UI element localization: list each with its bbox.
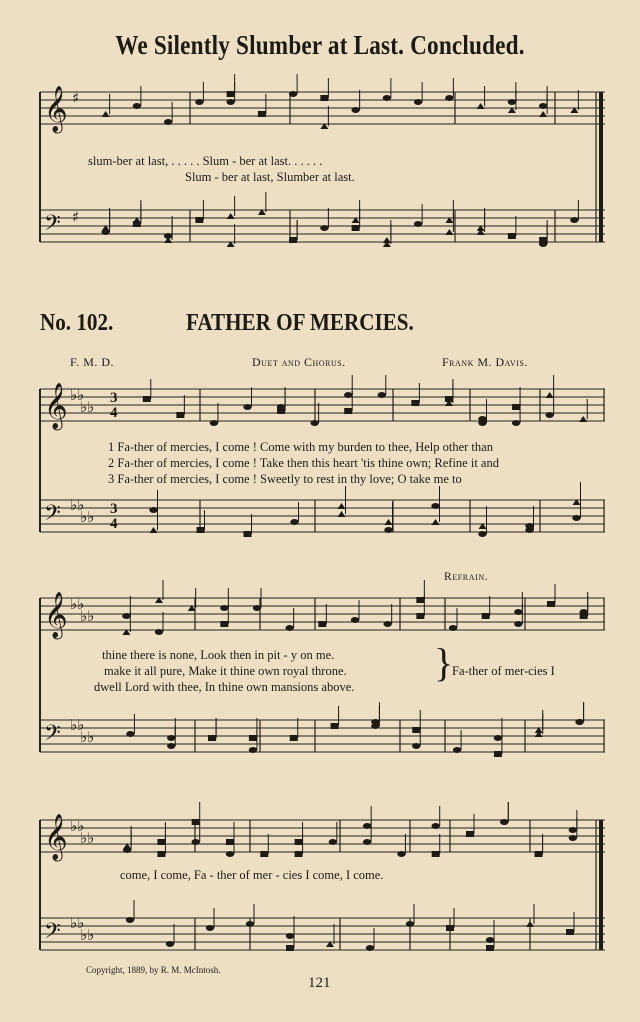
note-4-treble-5-0 <box>295 851 303 857</box>
note-4-bass-3-0 <box>246 921 254 927</box>
verse-3-part-2: dwell Lord with thee, In thine own mansions above. <box>94 680 355 694</box>
note-2-treble-2-0 <box>210 420 218 426</box>
top-lyric-line-1: slum-ber at last, . . . . . Slum - ber at last. . . . . . <box>88 154 323 168</box>
top-lyric-line-2: Slum - ber at last, Slumber at last. <box>185 170 355 184</box>
flats-2d: ♭♭ <box>80 508 95 526</box>
time-sig-treble-top: 3 <box>110 390 118 406</box>
note-top-bass-15-0 <box>570 217 578 223</box>
note-4-treble-10-0 <box>466 831 474 837</box>
flats-2a: ♭♭ <box>70 386 85 404</box>
note-3-treble-7-0 <box>351 617 359 623</box>
note-4-treble-12-1 <box>534 851 542 857</box>
note-2-treble-5-0 <box>310 420 318 426</box>
note-2-treble-8-0 <box>411 400 419 406</box>
note-4-bass-1-0 <box>166 941 174 947</box>
treble-clef-3: 𝄞 <box>44 592 68 638</box>
note-4-treble-9-0 <box>432 851 440 857</box>
note-4-treble-3-0 <box>226 839 234 845</box>
note-2-bass-1-0 <box>197 527 205 533</box>
note-4-bass-4-1 <box>286 933 294 939</box>
note-2-treble-3-0 <box>243 404 251 410</box>
note-3-bass-1-0 <box>167 743 175 749</box>
note-4-treble-6-0 <box>329 839 337 845</box>
note-3-bass-8-0 <box>453 747 461 753</box>
note-4-bass-4-0 <box>286 945 294 951</box>
note-top-bass-14-1 <box>539 237 547 243</box>
note-top-treble-1-0 <box>133 103 141 109</box>
note-3-treble-1-1 <box>155 629 163 635</box>
flats-3c: ♭♭ <box>70 716 85 734</box>
note-3-treble-12-0 <box>514 609 522 615</box>
note-top-treble-14-1 <box>539 111 547 117</box>
note-top-treble-0-0 <box>102 111 110 117</box>
time-sig-bass-top: 3 <box>110 501 118 517</box>
note-3-treble-13-1 <box>547 601 555 607</box>
note-3-treble-3-1 <box>220 621 228 627</box>
note-3-bass-1-1 <box>167 735 175 741</box>
note-2-treble-11-1 <box>512 404 520 410</box>
note-3-treble-9-1 <box>416 597 424 603</box>
note-3-treble-6-0 <box>318 621 326 627</box>
note-3-bass-2-1 <box>208 735 216 741</box>
note-4-treble-2-0 <box>192 839 200 845</box>
note-top-treble-4-0 <box>227 91 235 97</box>
note-3-treble-9-0 <box>416 613 424 619</box>
note-4-treble-5-1 <box>295 839 303 845</box>
note-top-treble-3-0 <box>195 99 203 105</box>
note-3-treble-8-0 <box>383 621 391 627</box>
note-4-treble-9-1 <box>432 823 440 829</box>
note-top-treble-6-0 <box>289 91 297 97</box>
note-top-treble-9-0 <box>383 95 391 101</box>
final-bar-thick-1 <box>599 92 603 242</box>
note-2-treble-4-1 <box>277 404 285 410</box>
note-top-bass-6-1 <box>289 237 297 243</box>
note-3-bass-7-0 <box>412 743 420 749</box>
note-2-bass-6-0 <box>432 519 440 525</box>
note-2-treble-12-0 <box>545 412 553 418</box>
note-2-treble-7-0 <box>378 392 386 398</box>
note-2-bass-3-0 <box>290 519 298 525</box>
note-4-treble-4-0 <box>260 851 268 857</box>
page-number: 121 <box>308 975 331 991</box>
note-2-treble-6-0 <box>344 408 352 414</box>
note-4-treble-1-1 <box>157 851 165 857</box>
sharp-1: ♯ <box>72 89 80 107</box>
flats-3d: ♭♭ <box>80 728 95 746</box>
note-4-treble-7-0 <box>363 823 371 829</box>
note-2-treble-6-1 <box>344 392 352 398</box>
note-3-treble-5-0 <box>285 625 293 631</box>
treble-clef-1: 𝄞 <box>44 86 68 132</box>
flats-2b: ♭♭ <box>80 398 95 416</box>
staff-3-bass <box>40 720 605 752</box>
treble-clef-4: 𝄞 <box>44 814 68 860</box>
note-4-bass-9-1 <box>486 945 494 951</box>
top-hymn-title: We Silently Slumber at Last. Concluded. <box>115 30 525 60</box>
note-top-treble-8-0 <box>351 107 359 113</box>
note-2-bass-4-1 <box>338 511 346 517</box>
note-4-treble-13-1 <box>569 827 577 833</box>
note-4-treble-2-1 <box>192 819 200 825</box>
sharp-2: ♯ <box>72 208 80 226</box>
copyright: Copyright, 1889, by R. M. McIntosh. <box>86 965 221 975</box>
note-top-treble-10-0 <box>414 99 422 105</box>
note-3-bass-6-1 <box>371 719 379 725</box>
refrain-label: Refrain. <box>444 571 489 583</box>
note-top-treble-5-0 <box>258 111 266 117</box>
time-sig-bass-bottom: 4 <box>110 516 118 532</box>
note-4-bass-7-0 <box>406 921 414 927</box>
note-3-bass-11-1 <box>575 719 583 725</box>
note-top-treble-14-0 <box>539 103 547 109</box>
note-4-bass-11-0 <box>566 929 574 935</box>
credit-right: Frank M. Davis. <box>442 355 528 369</box>
note-3-bass-0-0 <box>126 731 134 737</box>
note-2-bass-6-1 <box>431 503 439 509</box>
note-top-bass-1-1 <box>133 221 141 227</box>
note-4-bass-8-0 <box>446 925 454 931</box>
note-2-treble-11-0 <box>512 420 520 426</box>
note-3-bass-9-0 <box>494 751 502 757</box>
staff-2-bass <box>40 500 605 532</box>
note-4-bass-6-0 <box>366 945 374 951</box>
note-3-treble-11-0 <box>482 613 490 619</box>
staff-4-bass <box>40 918 605 950</box>
refrain-text-1: Fa-ther of mer-cies I <box>452 664 555 678</box>
note-2-bass-5-1 <box>385 519 393 525</box>
note-top-bass-7-0 <box>320 225 328 231</box>
note-3-bass-3-0 <box>249 735 257 741</box>
note-top-treble-2-0 <box>164 119 172 125</box>
verse-3-part-1: 3 Fa-ther of mercies, I come ! Sweetly to rest in thy love; O take me to <box>108 472 462 486</box>
note-3-treble-14-1 <box>579 609 587 615</box>
note-2-treble-12-1 <box>546 392 554 398</box>
verse-1-part-2: thine there is none, Look then in pit - y on me. <box>102 648 335 662</box>
note-4-treble-1-0 <box>157 839 165 845</box>
note-3-treble-3-0 <box>220 605 228 611</box>
note-top-treble-7-0 <box>320 95 328 101</box>
note-2-treble-10-1 <box>478 416 486 422</box>
note-3-bass-5-0 <box>331 723 339 729</box>
bass-clef-2: 𝄢 <box>44 501 61 531</box>
note-2-bass-0-1 <box>150 527 158 533</box>
treble-clef-2: 𝄞 <box>44 383 68 429</box>
note-top-treble-13-0 <box>508 99 516 105</box>
note-top-bass-13-0 <box>508 233 516 239</box>
verse-2-part-1: 2 Fa-ther of mercies, I come ! Take then this heart 'tis thine own; Refine it and <box>108 456 499 470</box>
note-4-treble-7-1 <box>363 839 371 845</box>
hymn-title: FATHER OF MERCIES. <box>186 310 414 336</box>
note-2-bass-9-1 <box>572 515 580 521</box>
note-top-bass-4-1 <box>227 213 235 219</box>
note-2-bass-2-0 <box>244 531 252 537</box>
note-top-treble-4-1 <box>226 99 234 105</box>
hymn-number: No. 102. <box>40 310 114 336</box>
note-3-treble-0-1 <box>122 613 130 619</box>
note-4-bass-0-0 <box>126 917 134 923</box>
flats-4a: ♭♭ <box>70 817 85 835</box>
note-4-bass-2-0 <box>206 925 214 931</box>
time-sig-treble-bottom: 4 <box>110 405 118 421</box>
note-4-treble-13-0 <box>569 835 577 841</box>
bass-clef-4: 𝄢 <box>44 919 61 949</box>
note-4-bass-9-0 <box>486 937 494 943</box>
note-3-treble-12-1 <box>514 621 522 627</box>
note-top-bass-11-0 <box>445 229 453 235</box>
note-4-treble-0-1 <box>123 847 131 853</box>
note-3-treble-4-0 <box>253 605 261 611</box>
note-2-treble-1-0 <box>176 412 184 418</box>
note-top-bass-9-1 <box>383 237 391 243</box>
note-3-bass-9-1 <box>494 735 502 741</box>
note-2-treble-0-0 <box>143 396 151 402</box>
note-4-treble-8-0 <box>397 851 405 857</box>
note-top-bass-3-0 <box>195 217 203 223</box>
note-4-treble-3-1 <box>226 851 234 857</box>
final-bar-thick-4 <box>599 820 603 950</box>
flats-4c: ♭♭ <box>70 914 85 932</box>
note-3-treble-10-0 <box>449 625 457 631</box>
note-2-bass-0-0 <box>149 507 157 513</box>
bass-clef-3: 𝄢 <box>44 721 61 751</box>
flats-4d: ♭♭ <box>80 926 95 944</box>
flats-3b: ♭♭ <box>80 607 95 625</box>
bass-clef-1: 𝄢 <box>44 211 61 241</box>
note-top-bass-10-0 <box>414 221 422 227</box>
refrain-text-2: come, I come, Fa - ther of mer - cies I come, I come. <box>120 868 384 882</box>
note-3-bass-7-1 <box>412 727 420 733</box>
note-2-treble-13-0 <box>579 416 587 422</box>
note-top-bass-2-1 <box>164 233 172 239</box>
verse-2-part-2: make it all pure, Make it thine own royal throne. <box>104 664 347 678</box>
note-4-treble-11-1 <box>500 819 508 825</box>
note-top-treble-12-0 <box>477 103 485 109</box>
note-3-bass-4-0 <box>290 735 298 741</box>
verse-brace: } <box>434 640 454 685</box>
credit-center: Duet and Chorus. <box>252 355 346 369</box>
note-top-treble-11-0 <box>445 95 453 101</box>
credit-left: F. M. D. <box>70 355 115 369</box>
flats-4b: ♭♭ <box>80 829 95 847</box>
note-2-bass-4-0 <box>338 503 346 509</box>
note-2-bass-8-1 <box>525 527 533 533</box>
flats-3a: ♭♭ <box>70 595 85 613</box>
note-top-bass-8-0 <box>352 225 360 231</box>
verse-1-part-1: 1 Fa-ther of mercies, I come ! Come with my burden to thee, Help other than <box>108 440 493 454</box>
flats-2c: ♭♭ <box>70 496 85 514</box>
note-3-bass-3-1 <box>249 747 257 753</box>
note-4-bass-10-0 <box>526 921 534 927</box>
note-2-bass-5-0 <box>384 527 392 533</box>
note-2-bass-7-1 <box>478 531 486 537</box>
